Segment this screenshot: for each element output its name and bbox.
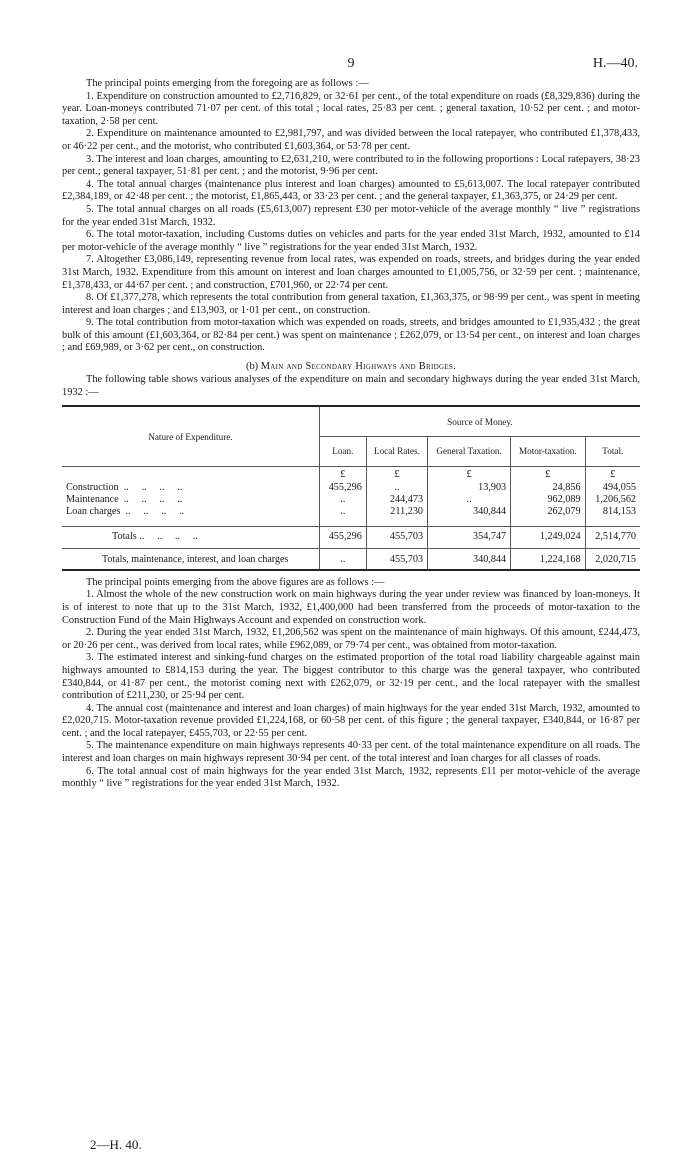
column-header-total: Total. <box>585 436 640 466</box>
currency-symbol: £ <box>366 466 427 482</box>
column-header-local-rates: Local Rates. <box>366 436 427 466</box>
page-number: 9 <box>347 56 355 71</box>
section-a-point: 5. The total annual charges on all roads (£5,613,007) represent £30 per motor-vehicle of the average monthly “ live ” registrations for the year ended 31st March, 1932. <box>62 203 640 228</box>
table-row <box>62 482 640 494</box>
section-c-point: 3. The estimated interest and sinking-fund charges on the estimated proportion of the total road liability chargeable against main highways amounted to £814,153 during the year. The biggest contributor to this charge was the general taxpayer, who contributed £340,844, or 41·87 per cent., the motorist coming next with £262,079, or 32·19 per cent., and the local ratepayer with the smallest contribution of £211,230, or 25·94 per cent. <box>62 652 640 702</box>
cell-total: 494,055 <box>585 482 640 494</box>
cell-loan: .. <box>319 506 366 518</box>
cell-general-taxation: 354,747 <box>428 526 511 548</box>
section-a-intro: The principal points emerging from the foregoing are as follows :— <box>86 78 369 89</box>
cell-local-rates: 211,230 <box>366 506 427 518</box>
section-c-point: 4. The annual cost (maintenance and interest and loan charges) of main highways for the year ended 31st March, 1932, amounted to £2,020,715. Motor-taxation revenue provided £1,224,168, or 60·58 per cent. of this figure ; the general taxpayer, £340,844, or 16·87 per cent. ; and the local ratepayer, £455,703, or 22·55 per cent. <box>62 702 640 739</box>
section-a-point: 8. Of £1,377,278, which represents the total contribution from general taxation, £1,363,375, or 98·99 per cent., was spent in meeting interest and loan charges ; and £13,903, or 1·01 per cent., on construction. <box>62 292 640 316</box>
cell-general-taxation: 13,903 <box>428 482 511 494</box>
cell-total: 1,206,562 <box>585 494 640 506</box>
row-label: Loan charges .. .. .. .. <box>66 506 185 518</box>
section-b-prefix: (b) <box>246 361 259 373</box>
currency-symbol: £ <box>585 466 640 482</box>
column-header-general-taxation: General Taxation. <box>428 436 511 466</box>
cell-local-rates: 455,703 <box>366 526 427 548</box>
cell-local-rates: .. <box>366 482 427 494</box>
section-b-intro: The following table shows various analyses of the expenditure on main and secondary highways during the year ended 31st March, 1932 :— <box>62 374 640 398</box>
currency-symbol: £ <box>319 466 366 482</box>
section-a-point: 3. The interest and loan charges, amounting to £2,631,210, were contributed to in the following proportions : Local ratepayers, 38·23 per cent.; general taxpayer, 51·81 per cent. ; and the motorist, 9·96 per cent. <box>62 153 640 178</box>
column-header-motor-taxation: Motor-taxation. <box>511 436 585 466</box>
totals-label: Totals .. .. .. .. <box>62 526 319 548</box>
expenditure-table <box>62 405 640 571</box>
section-c-intro: The principal points emerging from the above figures are as follows :— <box>86 576 385 588</box>
totals-row <box>62 526 640 548</box>
cell-total: 2,514,770 <box>585 526 640 548</box>
column-header-loan: Loan. <box>319 436 366 466</box>
currency-symbol: £ <box>428 466 511 482</box>
section-c-point: 2. During the year ended 31st March, 1932, £1,206,562 was spent on the maintenance of main highways. Of this amount, £244,473, or 20·26 per cent., was derived from local rates, while £962,089, or 79·74 per cent., was obtained from motor-taxation. <box>62 627 640 651</box>
page-header <box>62 56 640 78</box>
cell-local-rates: 244,473 <box>366 494 427 506</box>
nature-header: Nature of Expenditure. <box>148 431 233 442</box>
section-b-intro-block <box>62 374 640 399</box>
section-a-point: 6. The total motor-taxation, including Customs duties on vehicles and parts for the year ended 31st March, 1932, amounted to £14 per motor-vehicle of the average monthly “ live ” registrations for the year ended 31st March, 1932. <box>62 229 640 253</box>
page-footer-signature: 2—H. 40. <box>90 1137 142 1152</box>
section-b-title: Main and Secondary Highways and Bridges. <box>260 361 456 373</box>
source-header: Source of Money. <box>319 406 640 436</box>
cell-loan: .. <box>319 548 366 570</box>
cell-total: 2,020,715 <box>585 548 640 570</box>
currency-symbol: £ <box>511 466 585 482</box>
cell-motor-taxation: 24,856 <box>511 482 585 494</box>
table-row <box>62 494 640 506</box>
cell-local-rates: 455,703 <box>366 548 427 570</box>
section-a-point: 1. Expenditure on construction amounted to £2,716,829, or 32·61 per cent., of the total expenditure on roads (£8,329,836) during the year. Loan-moneys contributed 71·07 per cent. of this total ; local rates, 25·83 per cent. ; general taxation, 10·52 per cent. ; and motor-taxation, 2·58 per cent. <box>62 90 640 127</box>
cell-loan: .. <box>319 494 366 506</box>
cell-general-taxation: 340,844 <box>428 506 511 518</box>
table-row <box>62 506 640 518</box>
cell-loan: 455,296 <box>319 526 366 548</box>
row-label: Maintenance .. .. .. .. <box>66 494 183 506</box>
totals2-label: Totals, maintenance, interest, and loan charges <box>62 548 319 570</box>
cell-motor-taxation: 262,079 <box>511 506 585 518</box>
document-page <box>62 56 640 791</box>
section-b-heading <box>62 361 640 372</box>
cell-motor-taxation: 1,224,168 <box>511 548 585 570</box>
section-c-point: 6. The total annual cost of main highways for the year ended 31st March, 1932, represents £11 per motor-vehicle of the average monthly “ live ” registrations for the year ended 31st March, 1932. <box>62 765 640 790</box>
cell-motor-taxation: 1,249,024 <box>511 526 585 548</box>
section-a-point: 9. The total contribution from motor-taxation which was expended on roads, streets, and bridges amounted to £1,935,432 ; the great bulk of this amount (£1,603,364, or 82·84 per cent.) was spent on maintenance ; £262,079, or 13·54 per cent., on interest and loan charges ; and £69,989, or 3·62 per cent., on construction. <box>62 317 640 354</box>
summary-section-c <box>62 577 640 791</box>
summary-section-a <box>62 78 640 355</box>
section-a-point: 4. The total annual charges (maintenance plus interest and loan charges) amounted to £5,613,007. The local ratepayer contributed £2,384,189, or 42·48 per cent. ; the motorist, £1,865,443, or 33·23 per cent. ; and the general taxpayer, £1,363,375, or 24·29 per cent. <box>62 178 640 203</box>
cell-motor-taxation: 962,089 <box>511 494 585 506</box>
cell-general-taxation: 340,844 <box>428 548 511 570</box>
cell-loan: 455,296 <box>319 482 366 494</box>
row-label: Construction .. .. .. .. <box>66 482 183 494</box>
cell-general-taxation: .. <box>428 494 511 506</box>
section-c-point: 5. The maintenance expenditure on main highways represents 40·33 per cent. of the total maintenance expenditure on all roads. The interest and loan charges on main highways represent 30·94 per cent. of the total interest and loan charges for all classes of roads. <box>62 740 640 765</box>
section-c-point: 1. Almost the whole of the new construction work on main highways during the year under review was financed by loan-moneys. It is of interest to note that up to the 31st March, 1932, £1,400,000 had been transferred from the proceeds of motor-taxation to the Construction Fund of the Main Highways Account and expended on construction work. <box>62 589 640 626</box>
document-reference: H.—40. <box>592 56 638 71</box>
section-a-point: 2. Expenditure on maintenance amounted to £2,981,797, and was divided between the local ratepayer, who contributed £1,378,433, or 46·22 per cent., and the motorist, who contributed £1,603,364, or 53·78 per cent. <box>62 128 640 152</box>
section-a-point: 7. Altogether £3,086,149, representing revenue from local rates, was expended on roads, streets, and bridges during the year ended 31st March, 1932. Expenditure from this amount on interest and loan charges amounted to £1,005,756, or 32·59 per cent. ; maintenance, £1,378,433, or 44·67 per cent. ; and construction, £701,960, or 22·74 per cent. <box>62 254 640 291</box>
cell-total: 814,153 <box>585 506 640 518</box>
totals2-row <box>62 548 640 570</box>
